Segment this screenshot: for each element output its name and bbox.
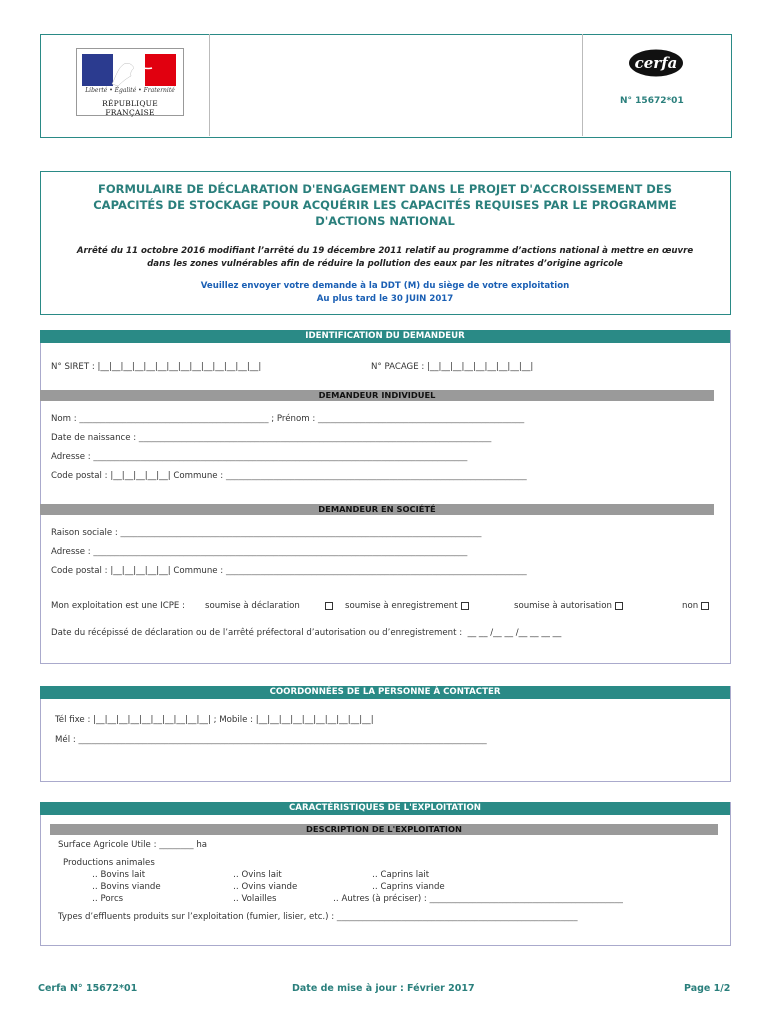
marianne-flag-icon	[82, 54, 176, 86]
icpe-label: Mon exploitation est une ICPE :	[51, 601, 185, 611]
form-title	[60, 181, 710, 229]
commune2-label: Commune :	[173, 566, 224, 576]
siret-label: N° SIRET :	[51, 362, 95, 372]
autres-row	[333, 894, 623, 904]
naissance-row	[51, 433, 491, 443]
adresse-row	[51, 452, 467, 462]
identification-band: IDENTIFICATION DU DEMANDEUR	[40, 330, 730, 343]
recepisse-label: Date du récépissé de déclaration ou de l’arrêté préfectoral d’autorisation ou d’enregistrement :	[51, 628, 463, 638]
mobile-input[interactable]: |__|__|__|__|__|__|__|__|__|__|	[255, 715, 374, 725]
checkbox-declaration[interactable]	[322, 601, 333, 611]
cp-input[interactable]: |__|__|__|__|__|	[110, 471, 171, 481]
adresse-field[interactable]: _______________________________________________________________________________________	[93, 452, 468, 462]
checkbox-icon[interactable]	[701, 602, 709, 610]
raison-row	[51, 528, 481, 538]
prenom-label: ; Prénom :	[271, 414, 316, 424]
republique-francaise-logo	[76, 48, 184, 116]
recepisse-date-field[interactable]: __ __ /__ __ /__ __ __ __	[467, 628, 562, 638]
raison-field[interactable]: ____________________________________________________________________________________	[120, 528, 482, 538]
identification-section	[40, 330, 731, 664]
submission-deadline: Au plus tard le 30 JUIN 2017	[316, 294, 454, 304]
commune-label: Commune :	[173, 471, 224, 481]
submission-instructions	[60, 280, 710, 306]
production-option[interactable]: ‥ Bovins lait	[92, 870, 146, 880]
pacage-row	[371, 362, 533, 372]
submission-line: Veuillez envoyer votre demande à la DDT (M) du siège de votre exploitation	[200, 281, 570, 291]
cp-label: Code postal :	[51, 471, 108, 481]
adresse2-label: Adresse :	[51, 547, 91, 557]
societe-band: DEMANDEUR EN SOCIÉTÉ	[40, 504, 714, 515]
prenom-field[interactable]: ________________________________________________	[317, 414, 525, 424]
adresse-label: Adresse :	[51, 452, 91, 462]
autres-label[interactable]: ‥ Autres (à préciser) :	[333, 894, 427, 904]
icpe-option-enregistrement[interactable]	[345, 601, 469, 611]
footer-cerfa-number: Cerfa N° 15672*01	[38, 983, 138, 994]
logo-name: RÉPUBLIQUE FRANÇAISE	[102, 99, 158, 117]
commune2-field[interactable]: ______________________________________________________________________	[225, 566, 527, 576]
nom-field[interactable]: ____________________________________________	[79, 414, 269, 424]
production-option[interactable]: ‥ Ovins viande	[233, 882, 298, 892]
checkbox-icon[interactable]	[615, 602, 623, 610]
pacage-label: N° PACAGE :	[371, 362, 425, 372]
arrete-reference	[55, 245, 715, 271]
production-option[interactable]: ‥ Ovins lait	[233, 870, 282, 880]
cerfa-logo-text: cerfa	[634, 54, 678, 72]
production-option[interactable]: ‥ Porcs	[92, 894, 124, 904]
sau-field[interactable]: ________	[159, 840, 194, 850]
production-option[interactable]: ‥ Volailles	[233, 894, 277, 904]
phone-row	[55, 715, 374, 725]
effluents-row	[58, 912, 578, 922]
cp2-input[interactable]: |__|__|__|__|__|	[110, 566, 171, 576]
mel-label: Mél :	[55, 735, 76, 745]
nom-row	[51, 414, 524, 424]
naissance-label: Date de naissance :	[51, 433, 137, 443]
cp-row	[51, 471, 527, 481]
header-divider	[209, 34, 210, 136]
siret-input[interactable]: |__|__|__|__|__|__|__|__|__|__|__|__|__|__|	[97, 362, 262, 372]
effluents-label: Types d’effluents produits sur l’exploitation (fumier, lisier, etc.) :	[58, 912, 335, 922]
exploitation-band: CARACTÉRISTIQUES DE L'EXPLOITATION	[40, 802, 730, 815]
adresse2-row	[51, 547, 467, 557]
production-option[interactable]: ‥ Caprins lait	[372, 870, 430, 880]
icpe-option-autorisation[interactable]	[514, 601, 623, 611]
checkbox-icon[interactable]	[461, 602, 469, 610]
title-line: CAPACITÉS DE STOCKAGE POUR ACQUÉRIR LES CAPACITÉS REQUISES PAR LE PROGRAMME	[93, 198, 677, 212]
cp2-label: Code postal :	[51, 566, 108, 576]
title-line: D'ACTIONS NATIONAL	[315, 214, 455, 228]
cerfa-number: N° 15672*01	[620, 96, 684, 106]
pacage-input[interactable]: |__|__|__|__|__|__|__|__|__|	[427, 362, 534, 372]
contact-section	[40, 686, 731, 782]
icpe-option-label: soumise à déclaration	[205, 601, 300, 611]
description-band: DESCRIPTION DE L'EXPLOITATION	[50, 824, 718, 835]
sau-label: Surface Agricole Utile :	[58, 840, 157, 850]
footer-page-number: Page 1/2	[684, 983, 731, 994]
tel-label: Tél fixe :	[55, 715, 91, 725]
nom-label: Nom :	[51, 414, 77, 424]
mobile-label: ; Mobile :	[213, 715, 254, 725]
raison-label: Raison sociale :	[51, 528, 118, 538]
commune-field[interactable]: ______________________________________________________________________	[225, 471, 527, 481]
arrete-line: Arrêté du 11 octobre 2016 modifiant l’arrêté du 19 décembre 2011 relatif au programme d’actions national à mettre en œuvre	[76, 246, 694, 256]
mel-row	[55, 735, 487, 745]
arrete-line: dans les zones vulnérables afin de réduire la pollution des eaux par les nitrates d’origine agricole	[147, 259, 623, 269]
contact-band: COORDONNÉES DE LA PERSONNE À CONTACTER	[40, 686, 730, 699]
sau-unit: ha	[196, 840, 208, 850]
icpe-option-label: non	[682, 601, 699, 611]
adresse2-field[interactable]: _______________________________________________________________________________________	[93, 547, 468, 557]
cerfa-logo	[628, 48, 684, 78]
icpe-option-declaration[interactable]	[205, 601, 300, 611]
icpe-option-label: soumise à autorisation	[514, 601, 612, 611]
icpe-option-non[interactable]	[682, 601, 709, 611]
cp2-row	[51, 566, 527, 576]
logo-motto: Liberté • Égalité • Fraternité	[85, 87, 175, 94]
sau-row	[58, 840, 207, 850]
siret-row	[51, 362, 261, 372]
individuel-band: DEMANDEUR INDIVIDUEL	[40, 390, 714, 401]
icpe-option-label: soumise à enregistrement	[345, 601, 458, 611]
header-divider	[582, 34, 583, 136]
footer-update-date: Date de mise à jour : Février 2017	[292, 983, 475, 994]
mel-field[interactable]: _______________________________________________________________________________________________	[78, 735, 487, 745]
checkbox-icon[interactable]	[325, 602, 333, 610]
production-option[interactable]: ‥ Bovins viande	[92, 882, 161, 892]
tel-input[interactable]: |__|__|__|__|__|__|__|__|__|__|	[93, 715, 211, 725]
naissance-field[interactable]: __________________________________________________________________________________	[138, 433, 492, 443]
autres-field[interactable]: _____________________________________________	[429, 894, 623, 904]
productions-label: Productions animales	[63, 858, 155, 868]
recepisse-row	[51, 628, 561, 638]
production-option[interactable]: ‥ Caprins viande	[372, 882, 445, 892]
title-line: FORMULAIRE DE DÉCLARATION D'ENGAGEMENT DANS LE PROJET D'ACCROISSEMENT DES	[97, 182, 672, 196]
effluents-field[interactable]: ________________________________________________________	[336, 912, 578, 922]
